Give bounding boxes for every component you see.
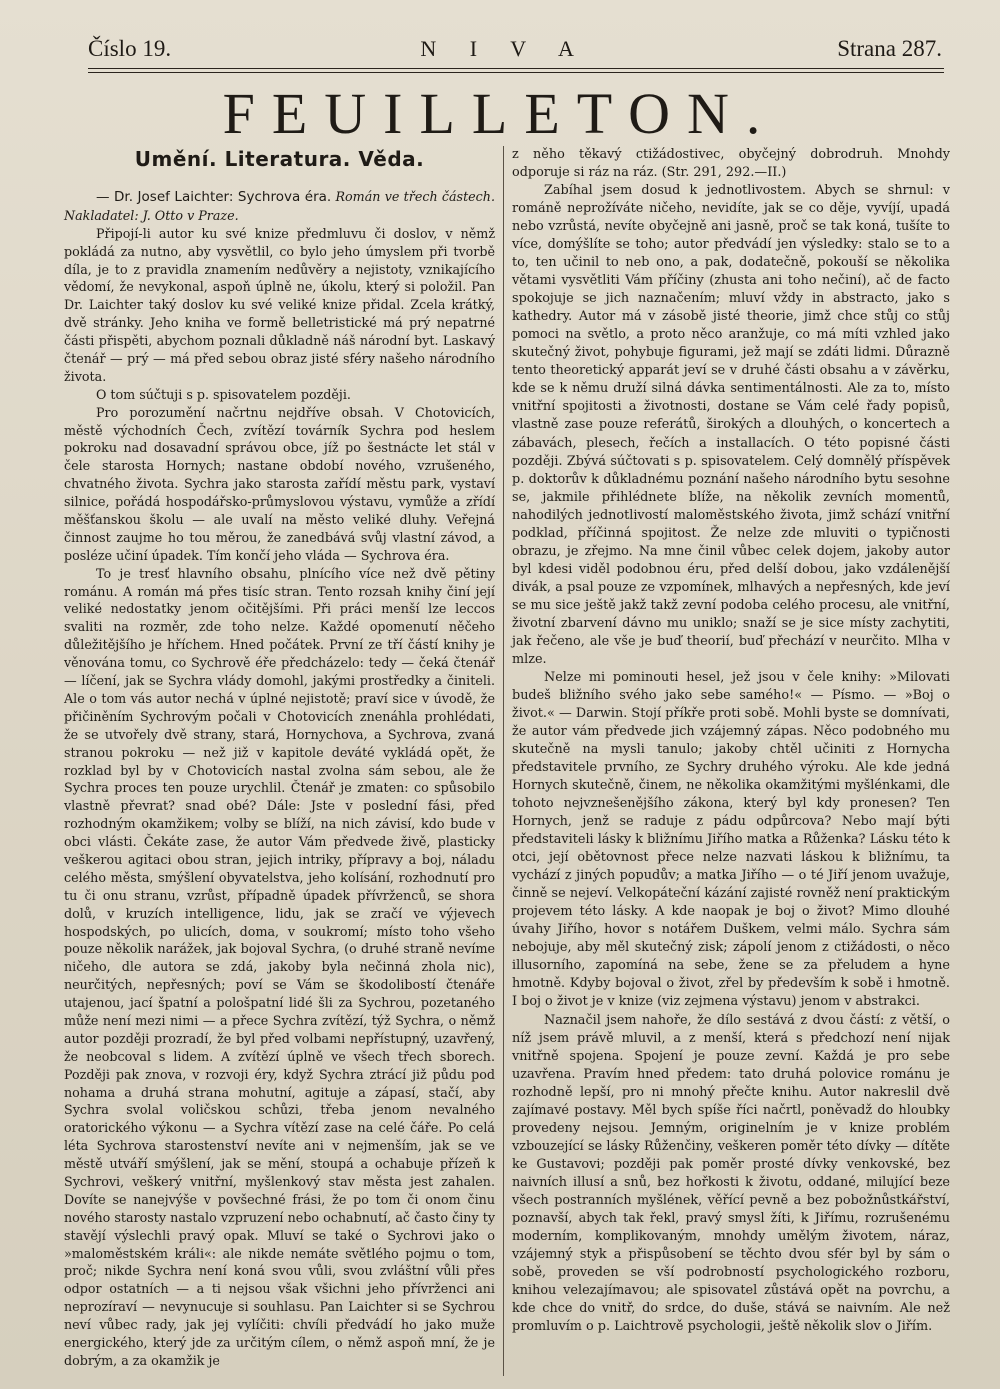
issue-number: Číslo 19. [88,36,172,61]
page-number: Strana 287. [837,36,942,61]
review-work-note: Román ve třech částech. [335,189,495,204]
page-title: FEUILLETON. [222,81,778,146]
left-column [64,146,495,1370]
paragraph-continued: z něho těkavý ctižádostivec, obyčejný dobrodruh. Mnohdy odporuje si ráz na ráz. (Str. 291, 292.—II.) [512,147,950,181]
masthead: N I V A [420,36,588,61]
header-rule-top [88,68,944,69]
paragraph: Nelze mi pominouti hesel, jež jsou v čele knihy: »Milovati budeš bližního svého jako sebe samého!« — Písmo. — »Boj o život.« — Darwin. Stojí příkře proti sobě. Mohli byste se domnívati, že autor vám předvede jich vzájemný zápas. Něco podobného mu skutečně na mysli tanulo; jakoby chtěl učiniti z Hornycha představitele prvního, ze Sychry druhého výroku. Ale kde jedná Hornych skutečně, činem, ne několika okamžitými myšlénkami, dle tohoto nejvznešenějšího zákona, který byl kdy pronesen? Ten Hornych, jenž se raduje z pádu odpůrcova? Nebo mají býti představiteli lásky k bližnímu Jiřího matka a Růženka? Lásku této k otci, její obětovnost přece nelze nazvati láskou k bližnímu, ta vychází z jiných popudův; a matka Jiřího — o té Jiří jenom uvažuje, činně se nejeví. Velkopáteční kázání zajisté rovněž není praktickým projevem této lásky. A kde naopak je boj o život? Mimo dlouhé úvahy Jiřího, hovor s notářem Duškem, velmi málo. Sychra sám nebojuje, aby měl skutečný zisk; zápolí jenom z ctižádosti, o něco illusorního, zapomíná na sebe, žene se za přeludem a hyne hmotně. Kdyby bojoval o život, zřel by především k sobě i hmotně. I boj o život je v knize (viz zejmena výstavu) jenom v abstrakci. [512,669,950,1010]
paragraph: Naznačil jsem nahoře, že dílo sestává z dvou částí: z větší, o níž jsem právě mluvil, a z menší, která s předchozí není nijak vnitřně spojena. Spojení je pouze zevní. Každá je pro sebe uzavřena. Pravím hned předem: tato druhá polovice románu je rozhodně lepší, pro ni mnohý přečte knihu. Autor nakreslil dvě zajímavé postavy. Měl bych spíše říci načrtl, poněvadž do hloubky provedeny nejsou. Jemným, originelním je v knize problém vzbouzející se lásky Růženčiny, veškeren poměr této dívky — dítěte ke Gustavovi; později pak poměr prosté dívky venkovské, bez naivních illusí a snů, bez hořkosti k životu, oddané, milující beze všech postranních myšlének, věřící pevně a bez pobožnůstkářství, poznavší, abych tak řekl, pravý smysl žíti, k Jiřímu, rozrušenému moderním, komplikovaným, mnohdy umělým životem, náraz, vzájemný styk a přispůsobení se těchto dvou sfér byl by sám o sobě, proveden se vší podrobností psychologického rozboru, knihou velezajímavou; ale spisovatel zůstává opět na povrchu, a kde chce do vnitř, do srdce, do duše, stává se naivním. Ale než promluvím o p. Laichtrově psychologii, ještě několik slov o Jiřím. [512,1012,950,1335]
right-column [512,146,950,1336]
paragraph: Zabíhal jsem dosud k jednotlivostem. Abych se shrnul: v románě neprožíváte ničeho, nevidíte, jak se co děje, vyvíjí, upadá nebo vzrůstá, nevíte obyčejně ani jasně, proč se tak koná, tušíte to více, domýšlíte se toho; autor předvádí jen výsledky: stalo se to a to, ten učinil to neb ono, a pak, dodatečně, pokouší se několika větami vysvětliti Vám příčiny (zhusta ani toho nečiní), ač de facto spokojuje se jich naznačením; mluví vždy in abstracto, jako s kathedry. Autor má v zásobě jisté theorie, jimž chce stůj co stůj pomoci na světlo, a proto něco aranžuje, co má míti vzhled jako skutečný život, pohybuje figurami, jež mají se zdáti lidmi. Důrazně tento theoretický apparát jeví se v druhé části obsahu a v závěrku, kde se k němu druží silná dávka sentimentálnosti. Ale za to, místo vnitřní spojitosti a životnosti, dostane se Vám celé řady popisů, vlastně zase pouze referátů, širokých a dlouhých, o koncertech a zábavách, plesech, řečích a installacích. O této popisné části později. Zbývá súčtovati s p. spisovatelem. Celý domnělý příspěvek p. doktorův k důkladnému poznání našeho národního bytu sesohne se, jakmile přihlédnete blíže, na několik zevních momentů, nahodilých jednotlivostí maloměstského života, jimž schází vnitřní podklad, příčinná spojitost. Že nelze zde mluviti o typičnosti obrazu, je zřejmo. Na mne činil vůbec celek dojem, jakoby autor byl kdesi viděl podobnou éru, před delší dobou, jako vzdálenější divák, a psal pouze ze vzpomínek, mlhavých a nepřesných, kde jeví se mu sice ještě jakž takž zevní podoba celého procesu, ale vnitřní, životní zbarvení dávno mu uniklo; snaží se je sice místy zachytiti, jak řečeno, ale vše je buď theorií, buď přechází v neurčito. Mlha v mlze. [512,183,950,667]
review-publisher: Nakladatel: J. Otto v Praze. [64,207,239,223]
review-author-title: — Dr. Josef Laichter: Sychrova éra. [96,189,332,205]
section-heading: Umění. Literatura. Věda. [134,147,425,171]
review-heading [64,188,495,225]
paragraph: O tom súčtuji s p. spisovatelem později. [96,386,351,402]
column-divider [503,146,504,1376]
paragraph: Pro porozumění načrtnu nejdříve obsah. V Chotovicích, městě východních Čech, zvítězí továrník Sychra pod heslem pokroku nad dosavadní správou obce, jíž po šestnácte let stál v čele starosta Hornych; nastane období nového, vzrušeného, chvatného života. Sychra jako starosta zařídí městu park, vystaví silnice, pořádá hospodářsko-průmyslovou výstavu, vymůže a zřídí měšťanskou školu — ale uvalí na město veliké dluhy. Veřejná činnost zaujme ho tou měrou, že zanedbává svůj vlastní závod, a posléze učiní úpadek. Tím končí jeho vláda — Sychrova éra. [64,404,495,563]
running-header [88,36,942,62]
paragraph: To je tresť hlavního obsahu, plnícího více než dvě pětiny románu. A román má přes tisíc stran. Tento rozsah knihy činí její veliké nedostatky jenom očitějšími. Při práci menší lze leccos svaliti na rozměr, zde toho nelze. Každé opomenutí něčeho důležitějšího je hříchem. Hned počátek. První ze tří částí knihy je věnována tomu, co Sychrově éře předcházelo: tedy — čeká čtenář — líčení, jak se Sychra vlády domohl, jakými prostředky a činiteli. Ale o tom vás autor nechá v úplné nejistotě; praví sice v úvodě, že přičiněním Sychrovým počali v Chotovicích znenáhla prohlédati, že se utvořely dvě strany, stará, Hornychova, a Sychrova, zvaná stranou pokroku — než již v kapitole deváté vykládá opět, že rozklad byl by v Chotovicích nastal zvolna sám sebou, ale že Sychra proces ten pouze urychlil. Čtenář je zmaten: co spůsobilo vlastně převrat? snad obé? Dále: Jste v poslední fási, před rozhodným okamžikem; volby se blíží, na nich závisí, kdo bude v obci vlásti. Čekáte zase, že autor Vám předvede živě, plasticky veškerou agitaci obou stran, jejich intriky, přípravy a boj, náladu celého města, smýšlení obyvatelstva, jeho kolísání, rozhodnutí pro tu či onu stranu, vzrůst, případně úpadek přívrženců, se shora dolů, v kruzích intelligence, lidu, jak se zračí ve výjevech hospodských, po ulicích, doma, v soukromí; místo toho všeho pouze několik narážek, jak bojoval Sychra, (o druhé straně nevíme ničeho, dle autora se zdá, jakoby byla nečinná zhola nic), neurčitých, nepřesných; poví se Vám se škodolibostí čtenáře utajenou, jací špatní a pološpatní lidé šli za Sychrou, pozetaného může není mezi nimi — a přece Sychra zvítězí, týž Sychra, o němž autor později prozradí, že byl před volbami nepřístupný, uzavřený, že neobcoval s lidem. A zvítězí úplně ve všech třech sborech. Později pak znova, v rozvoji éry, když Sychra ztrácí již půdu pod nohama a druhá strana mohutní, agituje a zápasí, stačí, aby Sychra svolal voličskou schůzi, třeba jenom nevalného oratorického výkonu — a Sychra vítězí zase na celé čáře. Po celá léta Sychrova starostenství nevíte ani v nejmenším, jak se ve městě utváří smýšlení, jak se mění, stoupá a ochabuje přízeň k Sychrovi, veškerý vnitřní, myšlenkový stav města jest zahalen. Dovíte se nanejvýše v povšechné frási, že po tom či onom činu nového starosty nastalo vzpruzení nebo ochabnutí, ač často činy ty stavějí výslechli pravý opak. Mluví se také o Sychrovi jako o »maloměstském králi«: ale nikde nemáte světlého pojmu o tom, proč; nikde Sychra není koná svou vůli, svou zvláštní vůli přes odpor ostatních — a ti nejsou však všichni jeho přívrženci ani neprozíraví — nevynucuje si souhlasu. Pan Laichter si se Sychrou neví vůbec rady, jak jej vylíčiti: chvíli předvádí ho jako muže energického, který jde za určitým cílem, o němž aspoň mní, že je dobrým, a za okamžik je [64,565,495,1368]
paragraph: Připojí-li autor ku své knize předmluvu či doslov, v němž pokládá za nutno, aby vysvětlil, co bylo jeho úmyslem při tvorbě díla, je to z pravidla znamením nedůvěry a nejistoty, vznikajícího vědomí, že nevykonal, aspoň úplně ne, úkolu, který si položil. Pan Dr. Laichter taký doslov ku své veliké knize přidal. Zcela krátký, dvě stránky. Jeho kniha ve formě belletristické má prý nepatrné části přispěti, abychom poznali důkladně náš národní byt. Laskavý čtenář — prý — má před sebou obraz jisté sféry našeho národního života. [64,225,495,384]
header-rule-bottom [88,72,944,73]
